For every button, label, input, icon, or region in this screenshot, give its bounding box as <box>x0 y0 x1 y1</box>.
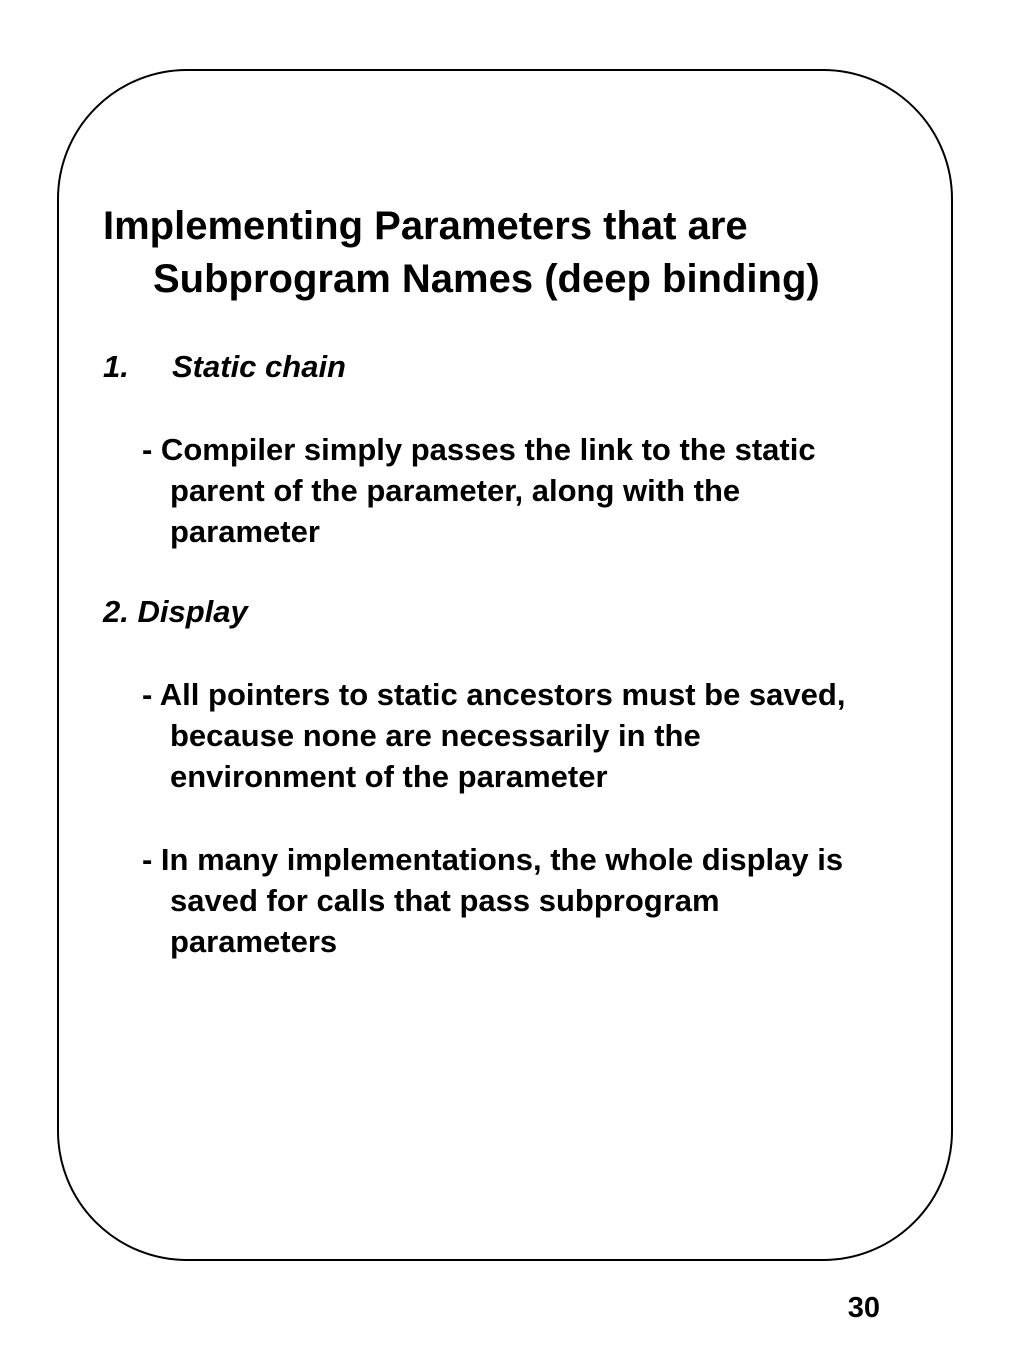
item-number: 1. <box>103 349 129 384</box>
page-number: 30 <box>847 1292 880 1324</box>
item-heading-static-chain <box>103 347 346 387</box>
bullet-display-whole-saved <box>142 839 942 962</box>
bullet-display-pointers <box>142 674 942 797</box>
item-heading-text: Display <box>137 594 248 629</box>
item-heading-text: Static chain <box>172 349 346 384</box>
bullet-line: parameters <box>170 924 338 959</box>
slide-title-line-1: Implementing Parameters that are <box>103 204 748 248</box>
item-heading-display <box>103 592 248 632</box>
bullet-line: environment of the parameter <box>170 759 608 794</box>
bullet-line: because none are necessarily in the <box>170 718 701 753</box>
item-number: 2. <box>103 594 129 629</box>
bullet-line: saved for calls that pass subprogram <box>170 883 720 918</box>
bullet-line: - All pointers to static ancestors must be saved, <box>142 677 846 712</box>
bullet-line: parent of the parameter, along with the <box>170 473 741 508</box>
slide-title <box>103 200 963 306</box>
bullet-line: - Compiler simply passes the link to the static <box>142 432 816 467</box>
bullet-line: parameter <box>170 514 320 549</box>
bullet-line: - In many implementations, the whole display is <box>142 842 844 877</box>
slide-title-line-2: Subprogram Names (deep binding) <box>153 257 820 301</box>
bullet-static-chain-link <box>142 429 942 552</box>
